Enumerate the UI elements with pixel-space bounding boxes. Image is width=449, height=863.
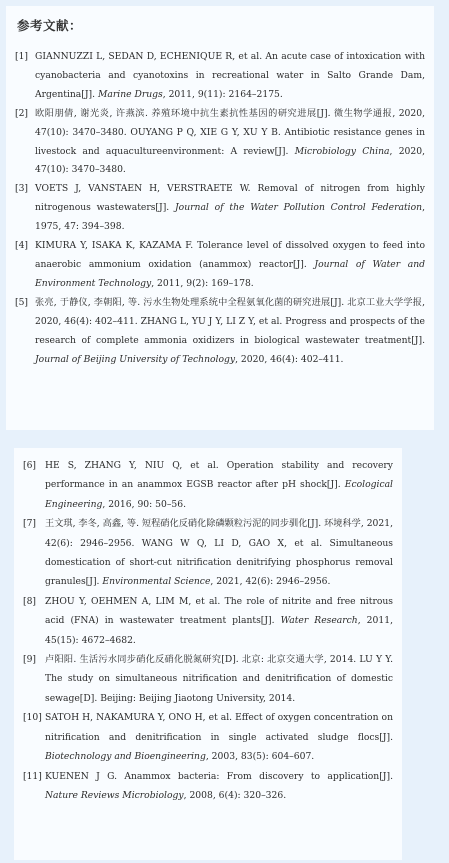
reference-text: , 2020, 47(10): 3470–3480. xyxy=(35,145,425,176)
reference-text: HE S, ZHANG Y, NIU Q, et al. Operation stability and recovery performance in an anammox EGSB reactor after pH shock[J]. xyxy=(45,460,393,491)
reference-list-1 xyxy=(15,48,425,369)
reference-item xyxy=(15,105,425,181)
reference-number: [9] xyxy=(23,654,37,666)
reference-number: [1] xyxy=(15,51,29,62)
reference-text: GIANNUZZI L, SEDAN D, ECHENIQUE R, et al. An acute case of intoxication with cyanobacteria and cyanotoxins in recreational water in Salto Grande Dam, Argentina[J]. xyxy=(35,51,425,100)
references-panel-2 xyxy=(14,448,402,860)
reference-item xyxy=(23,708,393,766)
reference-number: [7] xyxy=(23,518,37,530)
reference-source-title: Journal of the Water Pollution Control Federation xyxy=(175,202,423,214)
reference-text: , 1975, 47: 394–398. xyxy=(35,202,425,233)
reference-number: [8] xyxy=(23,595,37,607)
reference-text: , 2008, 6(4): 320–326. xyxy=(183,789,287,801)
reference-item xyxy=(15,237,425,294)
reference-text: , 2021, 42(6): 2946–2956. xyxy=(210,576,331,588)
reference-source-title: Water Research xyxy=(280,615,358,627)
reference-text: KIMURA Y, ISAKA K, KAZAMA F. Tolerance level of dissolved oxygen to feed into anaerobic ammonium oxidation (anammox) reactor[J]. xyxy=(35,240,425,270)
reference-text: , 2011, 45(15): 4672–4682. xyxy=(45,615,393,646)
reference-text: , 2016, 90: 50–56. xyxy=(102,498,187,510)
reference-item xyxy=(23,592,393,650)
reference-number: [6] xyxy=(23,460,37,471)
reference-number: [3] xyxy=(15,183,29,195)
reference-number: [11] xyxy=(23,770,42,782)
reference-number: [2] xyxy=(15,107,29,119)
reference-text: , 2011, 9(2): 169–178. xyxy=(151,277,254,289)
reference-source-title: Microbiology China xyxy=(294,145,390,157)
reference-source-title: Journal of Beijing University of Technology xyxy=(35,353,236,365)
references-heading: 参考文献： xyxy=(17,18,83,33)
reference-source-title: Environmental Science xyxy=(102,576,211,588)
reference-source-title: Ecological Engineering xyxy=(45,479,393,510)
reference-item xyxy=(15,180,425,237)
reference-text: KUENEN J G. Anammox bacteria: From discovery to application[J]. xyxy=(45,770,393,782)
reference-source-title: Nature Reviews Microbiology xyxy=(45,789,184,801)
reference-text: , 2011, 9(11): 2164–2175. xyxy=(162,88,283,100)
reference-item xyxy=(23,456,393,514)
reference-text: 卢阳阳. 生活污水同步硝化反硝化脱氮研究[D]. 北京: 北京交通大学, 2014. LU Y Y. The study on simultaneous nitrification and denitrification of domestic sewage[D]. Beijing: Beijing Jiaotong University, 2014. xyxy=(45,654,393,704)
reference-text: 王文琪, 李冬, 高鑫, 等. 短程硝化反硝化除磷颗粒污泥的同步驯化[J]. 环境科学, 2021, 42(6): 2946–2956. WANG W Q, LI D, GAO X, et al. Simultaneous domestication of short-cut nitrification denitrifying phosphorus removal granules[J]. xyxy=(45,518,393,588)
reference-text: VOETS J, VANSTAEN H, VERSTRAETE W. Removal of nitrogen from highly nitrogenous wastewaters[J]. xyxy=(35,183,425,214)
reference-item xyxy=(23,514,393,592)
reference-source-title: Journal of Water and Environment Technology xyxy=(35,258,425,289)
reference-text: 张亮, 于静仪, 李朝阳, 等. 污水生物处理系统中全程氨氧化菌的研究进展[J]. 北京工业大学学报, 2020, 46(4): 402–411. ZHANG L, YU J Y, LI Z Y, et al. Progress and prospects of the research of complete ammonia oxidizers in biological wastewater treatment[J]. xyxy=(35,296,425,346)
reference-number: [10] xyxy=(23,712,42,724)
reference-text: , 2020, 46(4): 402–411. xyxy=(235,353,344,365)
reference-list-2 xyxy=(23,456,393,805)
reference-source-title: Biotechnology and Bioengineering xyxy=(45,751,206,763)
reference-number: [4] xyxy=(15,240,29,252)
reference-item xyxy=(15,48,425,105)
reference-text: , 2003, 83(5): 604–607. xyxy=(205,751,315,763)
reference-text: SATOH H, NAKAMURA Y, ONO H, et al. Effect of oxygen concentration on nitrification and denitrification in single activated sludge flocs[J]. xyxy=(45,712,393,743)
reference-item xyxy=(23,767,393,806)
reference-item xyxy=(23,650,393,708)
reference-text: ZHOU Y, OEHMEN A, LIM M, et al. The role of nitrite and free nitrous acid (FNA) in wastewater treatment plants[J]. xyxy=(45,595,393,627)
references-panel-1 xyxy=(6,6,434,430)
reference-text: 欧阳朋倩, 谢光炎, 许燕滨. 养殖环境中抗生素抗性基因的研究进展[J]. 微生物学通报, 2020, 47(10): 3470–3480. OUYANG P Q, XIE G Y, XU Y B. Antibiotic resistance genes in livestock and aquacultureenvironment: A review[J]. xyxy=(35,107,425,157)
reference-item xyxy=(15,294,425,370)
reference-source-title: Marine Drugs xyxy=(97,88,163,100)
reference-number: [5] xyxy=(15,296,29,308)
